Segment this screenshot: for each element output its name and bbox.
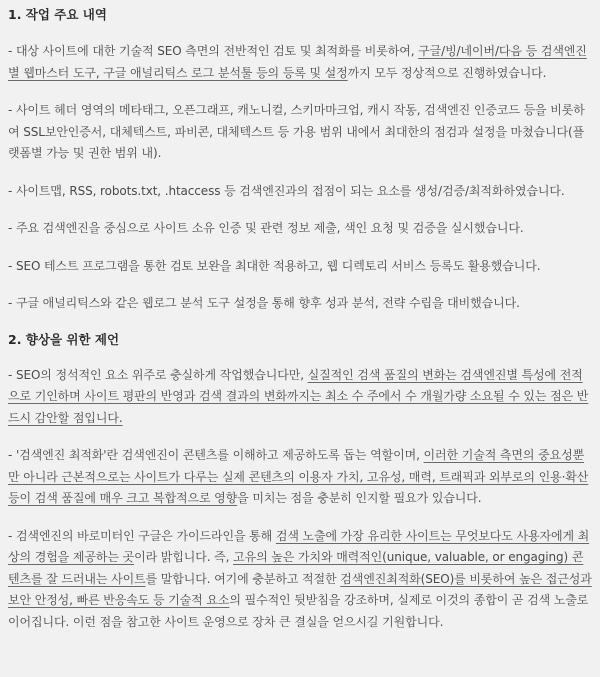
section2-paragraph [8,445,592,510]
section2-paragraph [8,526,592,634]
section2-paragraph [8,365,592,430]
section1-paragraph [8,100,592,165]
underlined-text: 이러한 기술적 측면의 중요성뿐만 아니라 근본적으로는 사이트가 다루는 실제 콘텐츠의 이용자 가치, 고유성, 매력, 트래픽과 외부로의 인용·확산 등이 검색 품질에 매우 크고 복합적으로 영향 [8,448,589,505]
paragraph-text: - 주요 검색엔진을 중심으로 사이트 소유 인증 및 관련 정보 제출, 색인 요청 및 검증을 실시했습니다. [8,221,524,235]
paragraph-text: 를 말합니다. 여기에 충분하고 적절한 [145,571,341,586]
section1-paragraph [8,41,592,84]
section-2-body [8,365,592,634]
paragraph-text: 의 필수적인 뒷받침을 강조하며, 실제로 이것의 종합이 곧 검색 노출로 이어집니다. 이런 점을 참고한 사이트 운영으로 장차 큰 결실을 얻으시길 기원합니다. [8,593,589,629]
paragraph-text: - 대상 사이트에 대한 기술적 SEO 측면의 전반적인 검토 및 최적화를 비롯하여, [8,44,419,58]
paragraph-text: 이라 밝힙니다. 즉, [134,550,234,564]
paragraph-text: - 사이트 헤더 영역의 메타태그, 오픈그래프, 캐노니컬, 스키마마크업, 캐시 작동, 검색엔진 인증코드 등을 비롯하여 SSL보안인증서, 대체텍스트, 파비콘, 대체텍스트 등 가용 범위 내에서 최대한의 점검과 설정을 마쳤습니다(플랫폼별 가능 및 권한 범위 내). [8,103,585,160]
paragraph-text: - '검색엔진 최적화'란 검색엔진이 콘텐츠를 이해하고 제공하도록 돕는 역할이며, [8,448,424,462]
underlined-text: 고유의 높은 가치와 매력적인(unique, valuable, or engaging) 콘텐츠를 잘 드러내는 사이트 [8,550,584,586]
section-1-body [8,41,592,315]
underlined-text: 검색엔진최적화(SEO)를 비롯하여 높은 접근성과 보안 안정성, 빠른 반응속도 등 기술적 요소 [8,571,592,607]
section1-paragraph [8,256,592,278]
paragraph-text: 까지 모두 정상적으로 진행하였습니다. [347,65,547,80]
section1-paragraph [8,181,592,203]
underlined-text: 실질적인 검색 품질의 변화는 검색엔진별 특성에 전적으로 기인하며 사이트 평판의 반영과 검색 결과의 변화까지는 최소 수 주에서 수 개월가량 소요될 수 있는 점은 반드시 감안할 점입니다. [8,367,589,425]
underlined-text: 검색 노출에 가장 유리한 사이트는 무엇보다도 사용자에게 최상의 경험을 제공하는 곳 [8,528,590,564]
section1-paragraph [8,293,592,315]
section-1-title: 1. 작업 주요 내역 [8,7,107,22]
paragraph-text: - 사이트맵, RSS, robots.txt, .htaccess 등 검색엔진과의 접점이 되는 요소를 생성/검증/최적화하였습니다. [8,183,565,198]
paragraph-text: 을 미치는 점을 충분히 인지할 필요가 있습니다. [237,491,482,505]
paragraph-text: - 검색엔진의 바로미터인 구글은 가이드라인을 통해 [8,528,276,543]
underlined-text: 구글/빙/네이버/다음 등 검색엔진별 웹마스터 도구, 구글 애널리틱스 로그 분석툴 등의 등록 및 설정 [8,44,587,80]
section-2-title: 2. 향상을 위한 제언 [8,331,120,347]
paragraph-text: - SEO 테스트 프로그램을 통한 검토 보완을 최대한 적용하고, 웹 디렉토리 서비스 등록도 활용했습니다. [8,258,541,273]
section1-paragraph [8,218,592,240]
paragraph-text: - 구글 애널리틱스와 같은 웹로그 분석 도구 설정을 통해 향후 성과 분석, 전략 수립을 대비했습니다. [8,296,520,310]
paragraph-text: - SEO의 정석적인 요소 위주로 충실하게 작업했습니다만, [8,367,308,382]
